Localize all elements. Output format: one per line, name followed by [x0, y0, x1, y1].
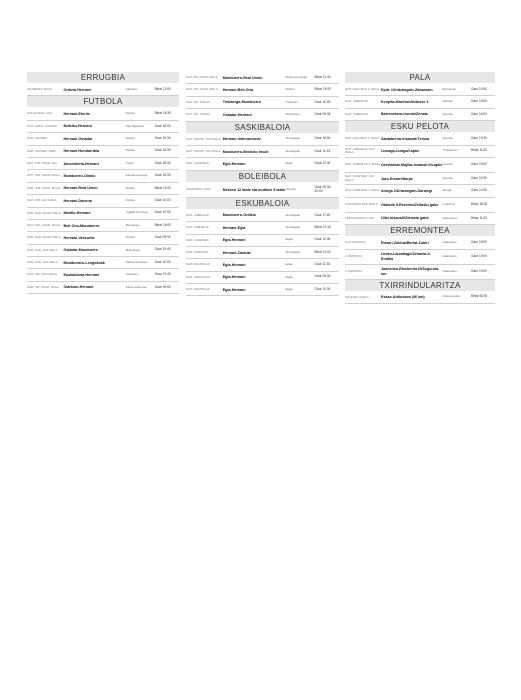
schedule-row	[186, 259, 339, 271]
match-teams: Egia-Hernani	[222, 287, 246, 292]
match-time: Gaur 11:30	[314, 262, 331, 267]
category-label: NAIT. JUBENILAK	[186, 226, 209, 230]
venue: Zubipe	[125, 111, 135, 116]
category-label: NAIK. INF. OHOR. MAILA	[27, 285, 60, 289]
venue: Zarkumenologie	[285, 74, 307, 79]
section-header: TXIRRINDULARITZA	[345, 280, 495, 291]
match-teams: Amorebieta-Hernani	[63, 161, 99, 166]
category-label: NAIT. KADETEAK	[186, 250, 209, 254]
schedule-row	[27, 158, 179, 170]
category-label: NAIT. JUBENILAK 2. MAILA	[345, 163, 381, 167]
match-teams: Egia-Hernani	[222, 238, 246, 243]
schedule-row	[186, 235, 339, 247]
match-time: Gaur 10:30	[154, 135, 171, 140]
match-time: Gaur 15:00	[471, 111, 487, 116]
venue: Zubipe	[125, 148, 135, 153]
schedule-row	[186, 222, 339, 234]
match-teams: Munduerro-Oiloko	[63, 173, 96, 178]
category-label: NAIL EUSKAL LIGA	[27, 112, 52, 116]
category-label: NAIK. JUBENILAK	[345, 112, 369, 116]
venue: San Miguelen	[125, 123, 145, 128]
schedule-row	[186, 134, 339, 146]
match-time: Gaur 09:30	[314, 274, 331, 279]
section-header: SASKIBALOIA	[186, 122, 339, 133]
schedule-row	[186, 284, 339, 296]
venue: Hernani	[442, 99, 454, 104]
match-teams: Hernani-Internacional	[222, 137, 261, 142]
category-label: NAIT. INF. TXIKIAK	[186, 100, 211, 104]
category-label: NAIK. INFANTILAK	[186, 275, 211, 279]
match-time: Gaur 10:00	[471, 86, 487, 91]
match-time: Gaur 12:30	[314, 161, 331, 166]
match-teams: Munduerro-Bestoko Insuli	[222, 149, 269, 154]
category-label: 1GO PARTIDUA	[345, 241, 366, 245]
schedule-column-3	[345, 72, 495, 304]
venue: Hernani	[442, 111, 454, 116]
match-teams: Ordizia-Hernani	[63, 87, 91, 92]
venue: Alorga	[442, 188, 452, 193]
match-time: Gaur 10:00	[154, 210, 171, 215]
match-time: Bihar 16:30	[154, 111, 171, 116]
category-label: SAN MARTZ ÑAR PEALA	[345, 203, 378, 207]
category-label: NAIK. JUB. OHOR. MAILA	[27, 186, 61, 190]
category-label: NAIK. KADETEAK	[186, 162, 210, 166]
match-time: Gaur 12:30	[314, 237, 331, 242]
category-label: NAIK. JUBENILAK	[345, 100, 369, 104]
category-label: NAIT. INF. TXIKIAK	[186, 113, 211, 117]
venue: Zubipe	[285, 87, 295, 92]
match-teams: Hernani-Danena	[63, 198, 92, 203]
category-label: NAIT. JUB. OHOR. MAILA	[27, 174, 60, 178]
match-teams: Otaloda II-Rezerdo/Zehastu gabe	[381, 202, 439, 207]
venue: Egian	[285, 161, 294, 166]
match-teams: Lizoaga-Lizaga/Lapke	[381, 149, 420, 154]
category-label: NAIK. KAD. 1GO MAILA	[27, 248, 58, 252]
venue: Egian	[285, 274, 294, 279]
schedule-row	[27, 84, 179, 96]
category-label: NAIK. OHOREZ. PREF.	[27, 149, 57, 153]
schedule-row	[345, 96, 495, 108]
venue: Galarreten	[442, 240, 457, 245]
match-teams: Mundurraro-Lengokoak	[63, 260, 105, 265]
match-time: Bihar 10:15	[314, 224, 331, 229]
schedule-row	[345, 84, 495, 96]
match-time: Gaur 09:30-20:00	[314, 184, 332, 193]
match-teams: Neskon 12 talde eta mutiken 8 talde	[222, 187, 286, 192]
venue: Zubipe	[125, 198, 135, 203]
match-time: Gaur 11:15	[314, 148, 331, 153]
schedule-row	[186, 247, 339, 259]
schedule-row	[345, 265, 495, 280]
match-teams: Egia-Hernani	[222, 275, 246, 280]
match-time: Gaur 17:00	[314, 212, 331, 217]
section-header: BOLEIBOLA	[186, 171, 339, 182]
venue: Txiste	[125, 160, 134, 165]
match-time: Bihar 11:00	[471, 148, 488, 153]
venue: Ereinenan	[442, 86, 457, 91]
match-time: Bihar 12:00	[154, 185, 171, 190]
venue: Alnistegian	[285, 225, 301, 230]
category-label: NAIT. INF. OHOR. MAILA	[186, 88, 218, 92]
schedule-row	[27, 220, 179, 232]
match-teams: Kenjeta-Mazirion/Imburro 1	[381, 99, 429, 104]
match-teams: Alorga 2/Untzangain-Saraiegi	[381, 188, 433, 193]
schedule-row	[27, 208, 179, 220]
category-label: KARTZARENGO TXAP.	[345, 216, 375, 220]
match-teams: Hernani-Ostadar	[63, 136, 93, 141]
venue: Alnistegian	[285, 249, 301, 254]
match-teams: Ostadar-Hernani	[222, 112, 252, 117]
schedule-row	[186, 210, 339, 222]
match-teams: Martilo-Hernani	[63, 211, 91, 216]
schedule-row	[186, 158, 339, 170]
category-label: NAIK. JUBENILAK	[186, 213, 210, 217]
match-teams: Beti Onu-Munduerro	[63, 223, 100, 228]
match-teams: Egia-Hernani	[222, 262, 246, 267]
match-time: Gaur 19:00	[471, 268, 487, 273]
venue: Altamira	[125, 86, 137, 91]
category-label: NAIT. INFANTILAK	[186, 263, 210, 267]
match-teams: Jaro-Etxarri/Iturpe	[381, 176, 413, 181]
category-label: NAIT. INFANTILAK	[186, 288, 210, 292]
category-label: NAIT. INF. OHOR. MAILA	[186, 75, 218, 79]
match-time: Gaur 19:30	[471, 135, 487, 140]
venue: Txoritierren	[442, 148, 458, 153]
match-teams: Euskalduna-Hernani	[63, 273, 100, 278]
schedule-row	[345, 213, 495, 225]
schedule-row	[345, 237, 495, 249]
match-time: Gaur 15:30	[154, 173, 171, 178]
match-time: Bihar 12:00	[154, 86, 171, 91]
venue: Tiritamen	[285, 99, 298, 104]
category-label: NAIK. KADETEAK	[186, 238, 210, 242]
venue: Zinkomendia	[442, 294, 460, 299]
category-label: NAIT. KAD. 1GO MAILA	[27, 273, 57, 277]
match-teams: Munduerro-Real Union	[222, 75, 263, 80]
match-time: Gaur 15:45	[154, 247, 171, 252]
category-label: 3. PARTIDUA	[345, 269, 362, 273]
venue: Zubipe	[125, 185, 135, 190]
section-header: ESKU PELOTA	[345, 121, 495, 132]
section-header: ERRUGBIA	[27, 72, 179, 83]
match-time: Bihar 16:00	[154, 222, 171, 227]
match-teams: Oiartzun-Hernani	[63, 285, 94, 290]
schedule-row	[345, 292, 495, 304]
schedule-row	[186, 109, 339, 121]
section-header: FUTBOLA	[27, 96, 179, 107]
venue: Karla Lekuonan	[125, 284, 147, 289]
schedule-row	[345, 173, 495, 185]
match-teams: Hernani-Vasconia	[63, 235, 95, 240]
match-teams: Lintzu-Larzabago/Zebaeta II-Endika	[381, 252, 431, 261]
match-time: Gaur 10:00	[154, 197, 171, 202]
venue: Gartzenren	[442, 215, 458, 220]
venue: Lugerbon	[442, 201, 456, 206]
match-teams: Egia-Hernani	[222, 161, 246, 166]
match-teams: Munduerro-Ordizia	[222, 213, 256, 218]
match-time: Bihar 12:00	[314, 249, 331, 254]
category-label: NAIT. GIPUZ. OHOREZ.	[27, 124, 58, 128]
match-teams: Hernani-Zarautz	[222, 250, 251, 255]
section-header: ESKUBALOIA	[186, 198, 339, 209]
schedule-row	[345, 146, 495, 158]
match-time: Gaur 19:00	[471, 253, 487, 258]
category-label: NAIT. KAD. OHOR. MAILA	[27, 223, 61, 227]
schedule-row	[27, 269, 179, 281]
category-label: NAIK. KAD. OHOR. MAILA	[27, 236, 61, 240]
match-time: Gaur 16:30	[154, 148, 171, 153]
schedule-row	[27, 170, 179, 182]
schedule-row	[27, 183, 179, 195]
schedule-row	[186, 146, 339, 158]
venue: Hernani	[442, 162, 454, 167]
venue: Ulotzeten	[125, 272, 139, 277]
schedule-row	[27, 245, 179, 257]
match-time: Gaur 18:00	[314, 136, 331, 141]
section-header: ERREMONTEA	[345, 225, 495, 236]
match-time: Gaur 15:30	[471, 175, 487, 180]
schedule-row	[27, 232, 179, 244]
schedule-row	[345, 133, 495, 145]
venue: Zarkumenologie	[125, 259, 148, 264]
venue: Zubipe	[125, 136, 135, 141]
venue: Egian	[285, 286, 294, 291]
venue: Hernani	[442, 175, 454, 180]
schedule-row	[345, 109, 495, 121]
match-time: Gaur 10:00	[154, 259, 171, 264]
match-teams: Saldaberria-Insausti/Txinua	[381, 136, 430, 141]
match-time: Bihar 18:00	[471, 201, 488, 206]
match-teams: Hernani-Real Union	[63, 186, 98, 191]
schedule-row	[186, 183, 339, 198]
schedule-row	[27, 257, 179, 269]
venue: Michelinen	[125, 247, 141, 252]
category-label: NAIT. NAGUSIAK 1. MAILA	[345, 87, 380, 91]
match-teams: Hernani-Eterrie	[63, 111, 91, 116]
match-time: Bihar 11:30	[314, 74, 331, 79]
category-label: NAIK. OHOREZ.	[27, 137, 48, 141]
match-teams: Uitzi-Insausti/Zehastu gabe	[381, 216, 429, 221]
venue: Ugalde Ikentzem	[125, 210, 149, 215]
schedule-column-1	[27, 72, 179, 294]
match-teams: Hernani-Hondarribia	[63, 149, 100, 154]
category-label: NAIT. JUB. OHOR. NAC.	[27, 161, 59, 165]
venue: Alnistegian	[285, 136, 301, 141]
match-time: Bihar 11:00	[471, 215, 488, 220]
schedule-row	[186, 272, 339, 284]
schedule-row	[345, 250, 495, 265]
category-label: NAIT. NAGUSIAK 1. MAILA	[345, 137, 380, 141]
venue: Hernani	[442, 136, 454, 141]
match-teams: Eskas-Artikutzea (46 km)	[381, 295, 425, 300]
category-label: EUSKADIKO KOPA	[186, 188, 211, 192]
venue: Zubipe	[125, 235, 135, 240]
section-header: PALA	[345, 72, 495, 83]
schedule-row	[345, 185, 495, 197]
category-label: NAIK. KAD. 1GO MAILA	[27, 261, 58, 265]
match-time: Gaur 10:00	[314, 99, 331, 104]
venue: Galarreten	[442, 253, 457, 258]
category-label: NAIT. GIPUZK. 1GO MAILA	[186, 137, 221, 141]
match-time: Gaur 09:00	[154, 284, 171, 289]
schedule-row	[345, 198, 495, 213]
venue: Benesnen	[125, 222, 140, 227]
match-time: Bihar 15:00	[314, 87, 331, 92]
match-time: Gaur 10:30	[314, 286, 331, 291]
category-label: NAIT. GIPUZK. 1GO MAILA	[186, 149, 221, 153]
match-teams: Ostadar-Munduerro	[63, 248, 98, 253]
schedule-row	[27, 108, 179, 120]
venue: Egian	[285, 237, 294, 242]
category-label: NAIK. KAD. OHOR. MAILA	[27, 211, 61, 215]
category-label: NAIT. KADETEAK 1GO MAILA	[345, 175, 375, 182]
match-teams: Juanenea-Etxeberria III/Segurola-Ion	[381, 267, 440, 276]
match-time: Gaur 09:45	[314, 111, 331, 116]
schedule-row	[27, 121, 179, 133]
match-time: Gaur 18:30	[154, 160, 171, 165]
venue: Egian	[285, 262, 294, 267]
match-time: Gaur 10:30	[471, 188, 487, 193]
match-teams: Ozertzabal-Mujika-Insausti II/Lapke	[381, 162, 443, 167]
schedule-row	[186, 72, 339, 84]
match-teams: Etxarri-Zaldua/Berlat-Zubiri	[381, 240, 429, 245]
venue: Galarreten	[442, 268, 457, 273]
match-teams: Trebaerga-Munduerro	[222, 100, 261, 105]
match-time: Gaur 19:00	[471, 162, 487, 167]
category-label: NAIT. JUBENILAK 1GO MAILA	[345, 147, 375, 155]
venue: Alnistegian	[285, 148, 301, 153]
category-label: NAIT. JUB. 1GO MAILA	[27, 199, 57, 203]
schedule-column-2	[186, 72, 339, 296]
venue: Michelinen	[285, 112, 300, 117]
schedule-row	[186, 97, 339, 109]
schedule-row	[27, 133, 179, 145]
schedule-row	[27, 195, 179, 207]
venue: Hernani	[285, 186, 296, 191]
venue: Zarkumenologie	[125, 173, 148, 178]
category-label: OHOREZKO MAILA	[27, 87, 53, 91]
category-label: 2. PARTIDUA	[345, 254, 362, 258]
match-time: Gaur 18:00	[154, 123, 171, 128]
match-time: Bihar 08:30	[471, 294, 488, 299]
match-teams: Mutriku-Hernani	[63, 124, 92, 129]
venue: Alnistegian	[285, 212, 301, 217]
match-time: Gaur 09:00	[154, 235, 171, 240]
match-time: Gaur 15:00	[471, 99, 487, 104]
match-teams: Hernani-Egia	[222, 225, 246, 230]
match-time: Gaur 19:00	[471, 239, 487, 244]
match-time: Gaur 12:45	[154, 272, 171, 277]
match-teams: Epile 1/Untzangain-Zabarnain	[381, 87, 433, 92]
category-label: NAIT. KADETEAK 2. MAILA	[345, 189, 380, 193]
category-label: ONLINAKO MAILA	[345, 295, 369, 299]
schedule-row	[186, 84, 339, 96]
match-teams: Hernani-Beti Oria	[222, 87, 254, 92]
match-teams: Barrenetxea-Irondo/Zenaia	[381, 112, 428, 117]
schedule-row	[27, 282, 179, 294]
schedule-row	[345, 158, 495, 173]
schedule-row	[27, 146, 179, 158]
